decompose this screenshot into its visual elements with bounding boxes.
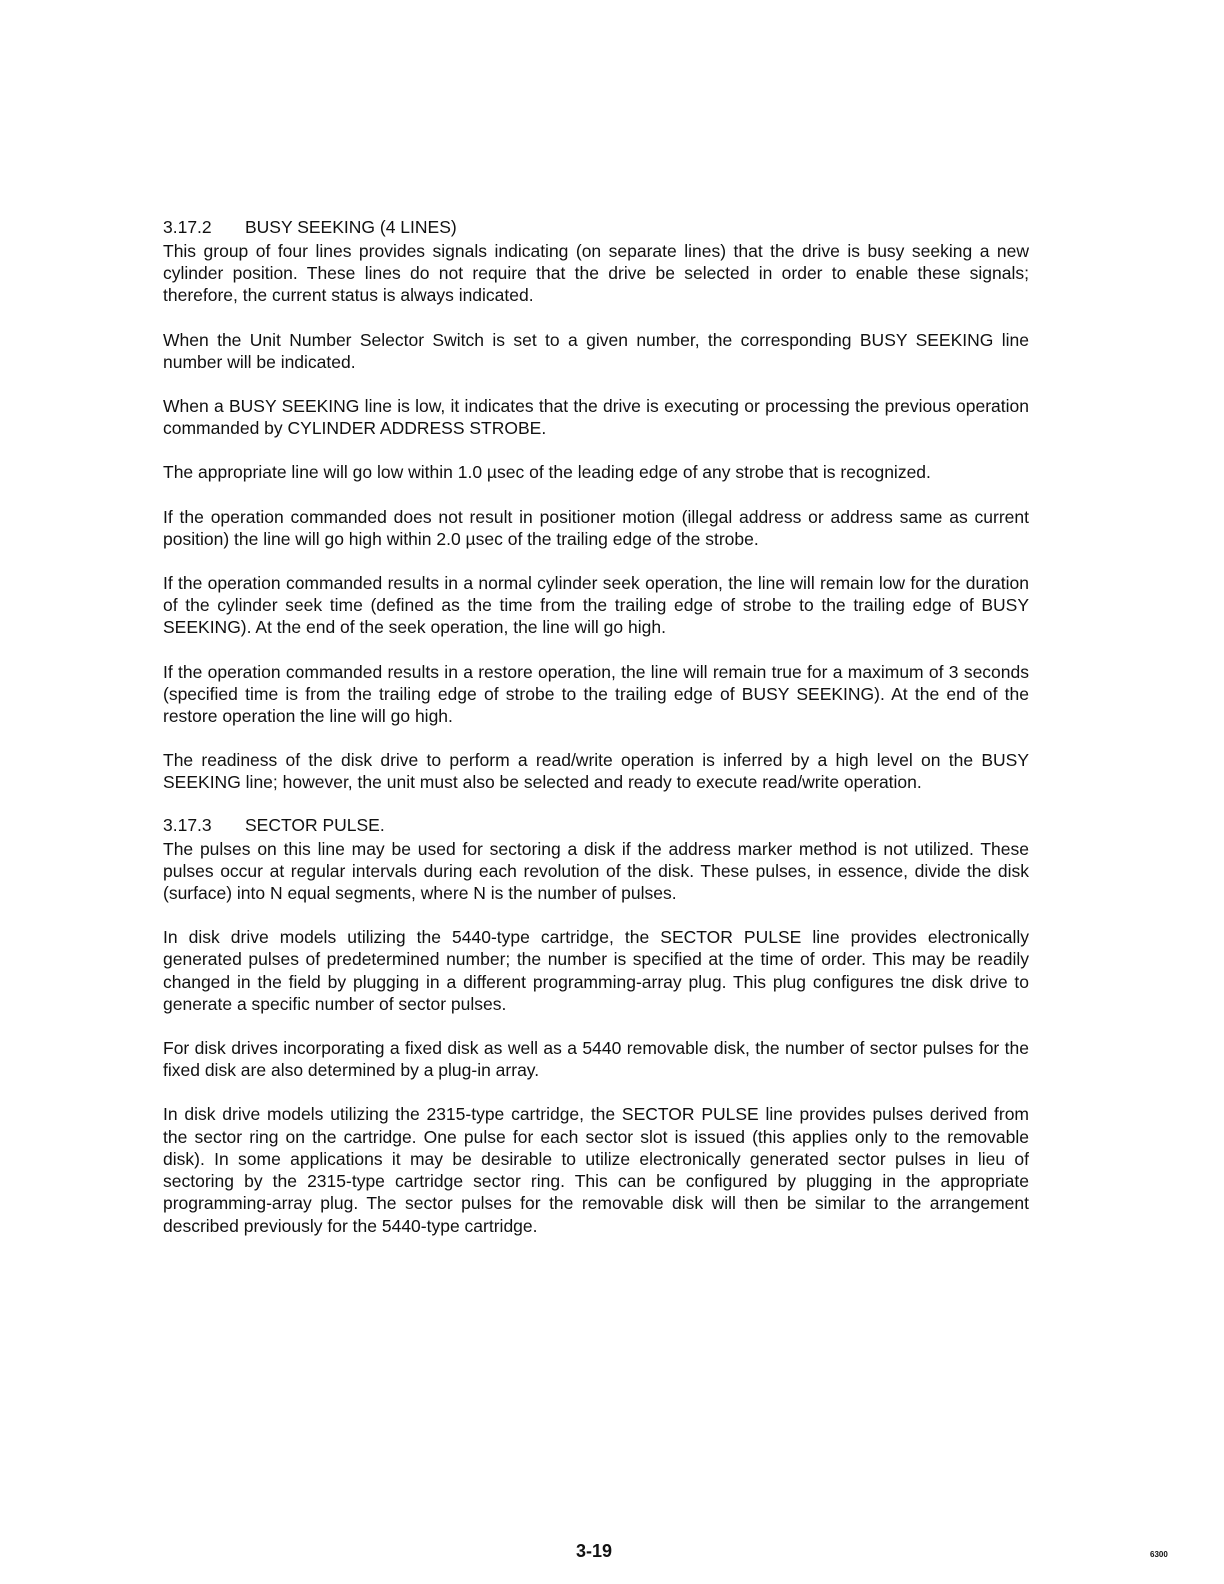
paragraph: The readiness of the disk drive to perform a read/write operation is inferred by a high level on the BUSY SEEKING line; however, the unit must also be selected and ready to execute read/write operation. bbox=[163, 750, 1029, 793]
paragraph: This group of four lines provides signals indicating (on separate lines) that the drive is busy seeking a new cylinder position. These lines do not require that the drive be selected in order to enable these signals; therefore, the current status is always indicated. bbox=[163, 241, 1029, 306]
section-heading-sector-pulse bbox=[163, 814, 1029, 836]
section-number: 3.17.3 bbox=[163, 814, 212, 835]
section-title: SECTOR PULSE. bbox=[245, 814, 385, 835]
page-number: 3-19 bbox=[576, 1541, 613, 1561]
section-heading-busy-seeking bbox=[163, 216, 1029, 238]
paragraph: If the operation commanded results in a normal cylinder seek operation, the line will remain low for the duration of the cylinder seek time (defined as the time from the trailing edge of strobe to the trailing edge of BUSY SEEKING). At the end of the seek operation, the line will go high. bbox=[163, 573, 1029, 638]
section-number: 3.17.2 bbox=[163, 217, 212, 237]
paragraph: In disk drive models utilizing the 5440-type cartridge, the SECTOR PULSE line provides electronically generated pulses of predetermined number; the number is specified at the time of order. This may be readily changed in the field by plugging in a different programming-array plug. This plug configures tne disk drive to generate a specific number of sector pulses. bbox=[163, 927, 1029, 1014]
paragraph: When a BUSY SEEKING line is low, it indicates that the drive is executing or processing the previous operation commanded by CYLINDER ADDRESS STROBE. bbox=[163, 396, 1029, 439]
paragraph: In disk drive models utilizing the 2315-type cartridge, the SECTOR PULSE line provides pulses derived from the sector ring on the cartridge. One pulse for each sector slot is issued (this applies only to the removable disk). In some applications it may be desirable to utilize electronically generated sector pulses in lieu of sectoring by the 2315-type cartridge sector ring. This can be configured by plugging in the appropriate programming-array plug. The sector pulses for the removable disk will then be similar to the arrangement described previously for the 5440-type cartridge. bbox=[163, 1104, 1029, 1236]
paragraph: The appropriate line will go low within 1.0 µsec of the leading edge of any strobe that is recognized. bbox=[163, 462, 931, 483]
paragraph: The pulses on this line may be used for sectoring a disk if the address marker method is not utilized. These pulses occur at regular intervals during each revolution of the disk. These pulses, in essence, divide the disk (surface) into N equal segments, where N is the number of pulses. bbox=[163, 838, 1029, 904]
document-page bbox=[163, 216, 1029, 1259]
paragraph: When the Unit Number Selector Switch is set to a given number, the corresponding BUSY SEEKING line number will be indicated. bbox=[163, 329, 1029, 372]
paragraph: If the operation commanded does not result in positioner motion (illegal address or address same as current position) the line will go high within 2.0 µsec of the trailing edge of the strobe. bbox=[163, 506, 1029, 549]
section-title: BUSY SEEKING (4 LINES) bbox=[245, 217, 457, 237]
document-code: 6300 bbox=[1150, 1550, 1168, 1559]
paragraph: If the operation commanded results in a restore operation, the line will remain true for a maximum of 3 seconds (specified time is from the trailing edge of strobe to the trailing edge of BUSY SEEKING). At the end of the restore operation the line will go high. bbox=[163, 661, 1029, 727]
paragraph: For disk drives incorporating a fixed disk as well as a 5440 removable disk, the number of sector pulses for the fixed disk are also determined by a plug-in array. bbox=[163, 1038, 1029, 1081]
